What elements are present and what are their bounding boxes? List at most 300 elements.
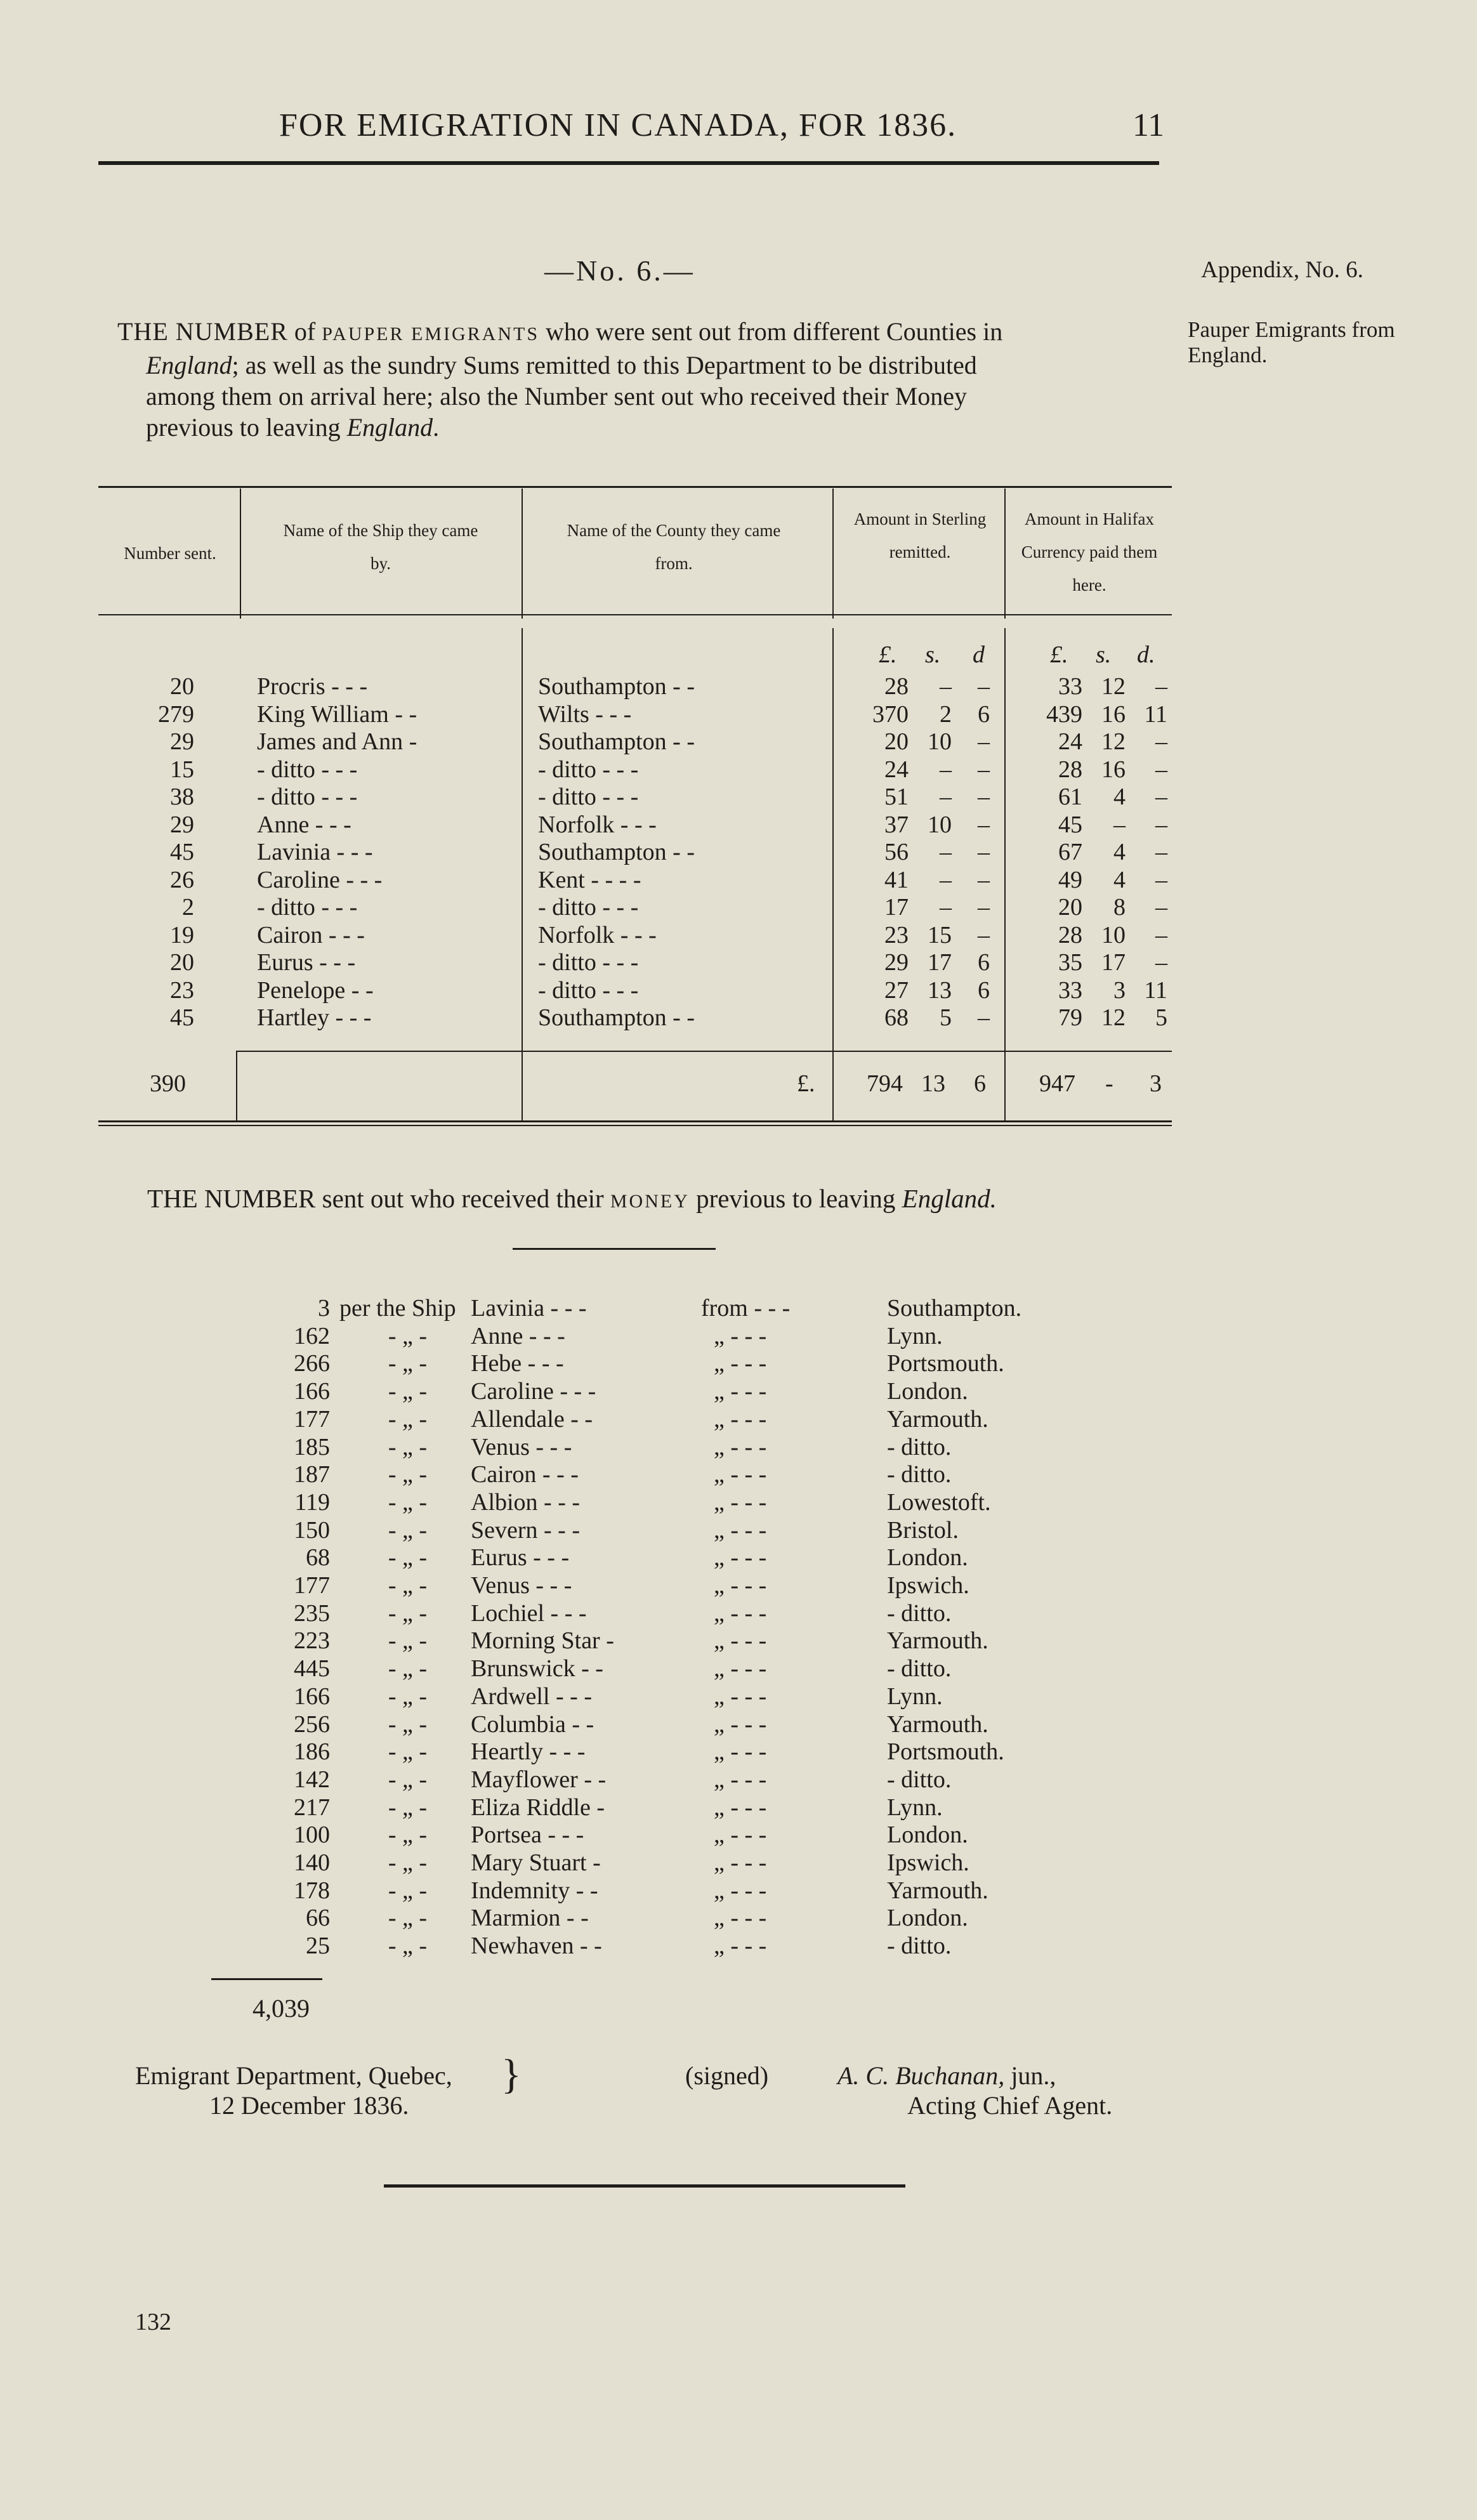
running-header-title: FOR EMIGRATION IN CANADA, FOR 1836. [279,107,957,143]
list-item [0,1794,1477,1821]
cell-number-sent: 279 [158,700,194,728]
list-from: „ - - - [714,1322,767,1349]
list-place: London. [887,1905,968,1932]
list-place: London. [887,1378,968,1405]
col-header-sterling: Amount in Sterling remitted. [853,509,987,561]
list-from: „ - - - [714,1683,767,1710]
list-item [0,1433,1477,1461]
list-ship-name: Indemnity - - [471,1877,598,1904]
list-from: „ - - - [714,1433,767,1460]
cell-number-sent: 20 [170,673,194,700]
unit-pence: d. [1137,641,1155,668]
list-ship-name: Brunswick - - [471,1655,603,1683]
cell-halifax-shillings: 4 [1113,866,1126,893]
list-from: „ - - - [714,1933,767,1960]
list-count: 186 [294,1738,330,1766]
cell-sterling-pence: – [978,728,990,755]
list-from: „ - - - [714,1849,767,1876]
list-ship-name: Eliza Riddle - [471,1794,605,1821]
list-place: Yarmouth. [887,1627,988,1655]
unit-pounds: £. [879,641,897,668]
list-per: - „ - [388,1599,428,1627]
list-place: - ditto. [887,1655,952,1683]
list-place: Lynn. [887,1683,943,1710]
list-ship-name: Mary Stuart - [471,1849,601,1876]
list-item [0,1738,1477,1766]
cell-sterling-pounds: 23 [884,921,909,948]
cell-halifax-pounds: 45 [1058,811,1082,838]
list-count: 177 [294,1405,330,1433]
second-heading-mid: sent out who received their [322,1184,604,1213]
list-count: 119 [294,1488,330,1516]
list-item [0,1877,1477,1905]
list-total: 4,039 [253,1994,310,2023]
cell-halifax-pence: – [1155,921,1167,948]
table-row [0,866,1477,893]
list-item [0,1322,1477,1350]
list-count: 66 [306,1905,330,1932]
total-sterling-pence: 6 [974,1070,986,1097]
cell-county: Norfolk - - - [538,811,657,838]
total-sterling-pounds: 794 [867,1070,903,1097]
cell-sterling-pence: 6 [978,949,990,976]
cell-county: Norfolk - - - [538,921,657,948]
cell-county: Southampton - - [538,728,695,755]
list-place: Lowestoft. [887,1488,991,1516]
signed-label: (signed) [685,2061,769,2090]
list-per: - „ - [388,1516,428,1544]
cell-ship-name: Eurus - - - [257,949,356,976]
unit-pounds: £. [1050,641,1068,668]
cell-county: Southampton - - [538,673,695,700]
total-halifax-shillings: - [1105,1070,1113,1097]
cell-halifax-shillings: – [1113,811,1126,838]
cell-sterling-pence: – [978,673,990,700]
cell-halifax-shillings: 12 [1101,1004,1126,1031]
cell-ship-name: King William - - [257,700,417,728]
cell-sterling-pounds: 29 [884,949,909,976]
list-place: Yarmouth. [887,1710,988,1738]
cell-halifax-pounds: 35 [1058,949,1082,976]
cell-halifax-pounds: 439 [1046,700,1082,728]
cell-number-sent: 2 [182,894,194,921]
cell-halifax-pence: – [1155,866,1167,893]
list-from: „ - - - [714,1905,767,1932]
list-count: 177 [294,1572,330,1599]
second-heading [147,1183,997,1214]
table-row [0,700,1477,727]
cell-sterling-shillings: 17 [928,949,952,976]
cell-ship-name: Procris - - - [257,673,368,700]
table-bottom-rule [98,1120,1172,1122]
cell-halifax-shillings: 8 [1113,894,1126,921]
list-from: „ - - - [714,1738,767,1766]
cell-halifax-pence: 11 [1144,700,1167,728]
list-count: 166 [294,1378,330,1405]
list-place: Yarmouth. [887,1405,988,1433]
cell-halifax-pounds: 79 [1058,1004,1082,1031]
cell-sterling-shillings: – [940,784,952,810]
cell-ship-name: Caroline - - - [257,866,383,893]
list-per: per the Ship [339,1295,456,1322]
cell-sterling-pounds: 37 [884,811,909,838]
list-per: - „ - [388,1378,428,1405]
list-per: - „ - [388,1877,428,1904]
cell-ship-name: - ditto - - - [257,784,358,810]
intro-lead: THE NUMBER [117,317,288,346]
table-header-rule [98,614,1172,615]
list-per: - „ - [388,1433,428,1460]
cell-number-sent: 20 [170,949,194,976]
header-rule [98,161,1159,165]
cell-sterling-pounds: 41 [884,866,909,893]
list-ship-name: Mayflower - - [471,1766,607,1793]
list-place: Southampton. [887,1295,1022,1322]
brace-mark: } [501,2051,522,2097]
cell-halifax-pence: – [1155,756,1167,783]
list-per: - „ - [388,1405,428,1433]
cell-sterling-pounds: 17 [884,894,909,921]
cell-number-sent: 19 [170,921,194,948]
table-row [0,893,1477,920]
cell-number-sent: 45 [170,839,194,865]
list-item [0,1349,1477,1377]
cell-halifax-pounds: 20 [1058,894,1082,921]
cell-number-sent: 38 [170,784,194,810]
list-from: „ - - - [714,1405,767,1433]
list-ship-name: Lavinia - - - [471,1295,587,1322]
column-divider [1004,489,1006,619]
cell-halifax-pounds: 28 [1058,756,1082,783]
list-per: - „ - [388,1488,428,1516]
list-ship-name: Severn - - - [471,1516,580,1544]
cell-halifax-shillings: 12 [1101,673,1126,700]
list-place: Ipswich. [887,1849,969,1876]
cell-number-sent: 23 [170,976,194,1004]
list-from: „ - - - [714,1821,767,1849]
list-per: - „ - [388,1350,428,1377]
cell-ship-name: Lavinia - - - [257,839,373,865]
cell-sterling-pounds: 56 [884,839,909,865]
list-from: „ - - - [714,1572,767,1599]
list-item [0,1655,1477,1683]
cell-sterling-shillings: 5 [940,1004,952,1031]
list-per: - „ - [388,1933,428,1960]
second-heading-end: previous to leaving [696,1184,896,1213]
money-units-row [0,641,1477,667]
cell-ship-name: Hartley - - - [257,1004,372,1031]
list-place: Ipswich. [887,1572,969,1599]
cell-halifax-pence: – [1155,673,1167,700]
list-from: „ - - - [714,1488,767,1516]
cell-sterling-pounds: 24 [884,756,909,783]
end-rule [384,2184,905,2188]
cell-halifax-pounds: 49 [1058,866,1082,893]
cell-county: - ditto - - - [538,949,639,976]
cell-county: Southampton - - [538,1004,695,1031]
intro-line-3: among them on arrival here; also the Number sent out who received their Money [146,382,968,410]
list-count: 223 [294,1627,330,1655]
list-item [0,1572,1477,1599]
col-header-number-sent: Number sent. [124,544,216,563]
total-sterling-shillings: 13 [921,1070,945,1097]
list-place: London. [887,1544,968,1572]
department-line: Emigrant Department, Quebec, [135,2061,452,2090]
cell-sterling-shillings: 13 [928,976,952,1004]
list-ship-name: Anne - - - [471,1322,565,1349]
cell-number-sent: 29 [170,811,194,838]
cell-sterling-pence: – [978,756,990,783]
list-count: 162 [294,1322,330,1349]
cell-sterling-pence: – [978,811,990,838]
list-place: - ditto. [887,1433,952,1460]
list-place: Lynn. [887,1322,943,1349]
signatory-name-main: A. C. Buchanan, [837,2061,1005,2090]
total-number-sent: 390 [150,1070,186,1097]
table-bottom-rule-2 [98,1125,1172,1126]
cell-halifax-shillings: 4 [1113,784,1126,810]
list-item [0,1294,1477,1322]
cell-sterling-pence: – [978,784,990,810]
signatory-role: Acting Chief Agent. [907,2091,1113,2120]
list-count: 142 [294,1766,330,1793]
list-item [0,1405,1477,1433]
list-ship-name: Ardwell - - - [471,1683,592,1710]
list-item [0,1710,1477,1738]
list-from: „ - - - [714,1794,767,1821]
sum-rule [211,1978,322,1980]
intro-of: of [294,317,316,346]
list-per: - „ - [388,1849,428,1876]
cell-halifax-pence: 11 [1144,976,1167,1004]
table-row [0,921,1477,948]
column-divider [240,489,241,619]
list-per: - „ - [388,1794,428,1821]
cell-county: - ditto - - - [538,756,639,783]
list-place: Portsmouth. [887,1350,1004,1377]
table-row [0,838,1477,865]
cell-halifax-pounds: 61 [1058,784,1082,810]
folio-number: 132 [135,2309,171,2335]
list-ship-name: Venus - - - [471,1572,572,1599]
cell-sterling-shillings: – [940,756,952,783]
list-from: „ - - - [714,1378,767,1405]
list-count: 217 [294,1794,330,1821]
intro-line-4: previous to leaving England. [146,413,440,442]
table-total-row [0,1070,1477,1096]
list-item [0,1849,1477,1877]
list-ship-name: Lochiel - - - [471,1599,587,1627]
list-item [0,1932,1477,1960]
list-count: 25 [306,1933,330,1960]
total-halifax-pence: 3 [1150,1070,1162,1097]
list-ship-name: Marmion - - [471,1905,589,1932]
list-from: „ - - - [714,1710,767,1738]
cell-halifax-pounds: 28 [1058,921,1082,948]
signatory-suffix: jun., [1011,2061,1056,2090]
list-from: „ - - - [714,1544,767,1572]
cell-sterling-pounds: 27 [884,976,909,1004]
list-per: - „ - [388,1322,428,1349]
list-item [0,1599,1477,1627]
list-ship-name: Cairon - - - [471,1461,579,1488]
cell-halifax-pounds: 33 [1058,976,1082,1004]
list-place: Bristol. [887,1516,959,1544]
list-item [0,1516,1477,1544]
col-header-halifax: Amount in Halifax Currency paid them here. [1021,509,1158,594]
list-from: „ - - - [714,1877,767,1904]
cell-sterling-shillings: – [940,866,952,893]
cell-number-sent: 15 [170,756,194,783]
list-count: 187 [294,1461,330,1488]
signatory-name [837,2061,1056,2090]
table-top-rule [98,486,1172,488]
col-header-county: Name of the County they came from. [567,521,781,573]
cell-sterling-pence: – [978,921,990,948]
list-from: „ - - - [714,1516,767,1544]
cell-ship-name: Anne - - - [257,811,351,838]
table-row [0,756,1477,782]
cell-halifax-pence: – [1155,839,1167,865]
list-count: 166 [294,1683,330,1710]
list-item [0,1460,1477,1488]
cell-sterling-pence: 6 [978,976,990,1004]
list-place: Portsmouth. [887,1738,1004,1766]
list-item [0,1821,1477,1849]
list-count: 140 [294,1849,330,1876]
list-from: „ - - - [714,1461,767,1488]
cell-halifax-pounds: 33 [1058,673,1082,700]
list-item [0,1377,1477,1405]
list-from: „ - - - [714,1350,767,1377]
cell-halifax-shillings: 16 [1101,700,1126,728]
list-place: London. [887,1821,968,1849]
second-heading-lead: THE NUMBER [147,1184,316,1213]
list-item [0,1766,1477,1794]
list-count: 235 [294,1599,330,1627]
cell-sterling-pounds: 68 [884,1004,909,1031]
cell-sterling-pounds: 20 [884,728,909,755]
list-ship-name: Newhaven - - [471,1933,602,1960]
second-heading-place: England. [902,1184,997,1213]
list-from: „ - - - [714,1655,767,1683]
cell-halifax-pence: – [1155,894,1167,921]
list-ship-name: Portsea - - - [471,1821,584,1849]
list-place: Yarmouth. [887,1877,988,1904]
cell-county: Kent - - - - [538,866,641,893]
list-per: - „ - [388,1683,428,1710]
list-count: 445 [294,1655,330,1683]
list-place: - ditto. [887,1599,952,1627]
cell-halifax-pounds: 67 [1058,839,1082,865]
second-heading-smallcaps: MONEY [610,1191,690,1212]
list-item [0,1904,1477,1932]
margin-title: Pauper Emigrants from England. [1188,317,1395,367]
list-count: 266 [294,1350,330,1377]
list-item [0,1627,1477,1655]
cell-sterling-shillings: 15 [928,921,952,948]
list-place: - ditto. [887,1933,952,1960]
table-row [0,673,1477,699]
list-per: - „ - [388,1738,428,1766]
margin-appendix-label: Appendix, No. 6. [1201,257,1363,283]
list-per: - „ - [388,1655,428,1683]
table-row [0,1004,1477,1030]
list-ship-name: Venus - - - [471,1433,572,1460]
column-divider [832,489,834,619]
cell-sterling-shillings: – [940,839,952,865]
list-ship-name: Heartly - - - [471,1738,586,1766]
intro-rest: who were sent out from different Counties in [546,317,1003,346]
list-per: - „ - [388,1821,428,1849]
cell-halifax-shillings: 17 [1101,949,1126,976]
intro-smallcaps: PAUPER EMIGRANTS [322,324,540,345]
date-line: 12 December 1836. [209,2091,409,2120]
unit-shillings: s. [1096,641,1112,668]
intro-paragraph [117,316,1158,443]
cell-county: - ditto - - - [538,894,639,921]
table-row [0,783,1477,810]
cell-halifax-pence: 5 [1155,1004,1167,1031]
cell-halifax-shillings: 16 [1101,756,1126,783]
list-from: „ - - - [714,1599,767,1627]
cell-ship-name: - ditto - - - [257,756,358,783]
list-count: 178 [294,1877,330,1904]
list-count: 256 [294,1710,330,1738]
cell-sterling-pounds: 51 [884,784,909,810]
cell-number-sent: 26 [170,866,194,893]
cell-sterling-pounds: 28 [884,673,909,700]
section-number: —No. 6.— [544,254,695,287]
cell-halifax-pence: – [1155,949,1167,976]
cell-county: - ditto - - - [538,976,639,1004]
list-per: - „ - [388,1461,428,1488]
cell-halifax-pence: – [1155,728,1167,755]
list-ship-name: Albion - - - [471,1488,581,1516]
list-per: - „ - [388,1766,428,1793]
cell-ship-name: - ditto - - - [257,894,358,921]
cell-sterling-pounds: 370 [872,700,909,728]
list-from: „ - - - [714,1627,767,1655]
table-total-rule [236,1051,1172,1052]
cell-sterling-shillings: 10 [928,728,952,755]
cell-sterling-shillings: – [940,673,952,700]
cell-sterling-pence: 6 [978,700,990,728]
list-ship-name: Allendale - - [471,1405,593,1433]
cell-ship-name: Cairon - - - [257,921,365,948]
cell-sterling-pence: – [978,839,990,865]
cell-sterling-pence: – [978,894,990,921]
table-row [0,976,1477,1003]
table-row [0,948,1477,975]
cell-halifax-pence: – [1155,811,1167,838]
total-currency: £. [797,1070,815,1097]
cell-county: Southampton - - [538,839,695,865]
list-count: 150 [294,1516,330,1544]
unit-shillings: s. [925,641,941,668]
list-from: „ - - - [714,1766,767,1793]
cell-halifax-shillings: 4 [1113,839,1126,865]
list-count: 100 [294,1821,330,1849]
list-ship-name: Hebe - - - [471,1350,564,1377]
total-halifax-pounds: 947 [1039,1070,1075,1097]
list-place: - ditto. [887,1766,952,1793]
cell-ship-name: Penelope - - [257,976,374,1004]
cell-sterling-shillings: – [940,894,952,921]
unit-pence: d [973,641,985,668]
list-ship-name: Morning Star - [471,1627,614,1655]
list-per: - „ - [388,1572,428,1599]
